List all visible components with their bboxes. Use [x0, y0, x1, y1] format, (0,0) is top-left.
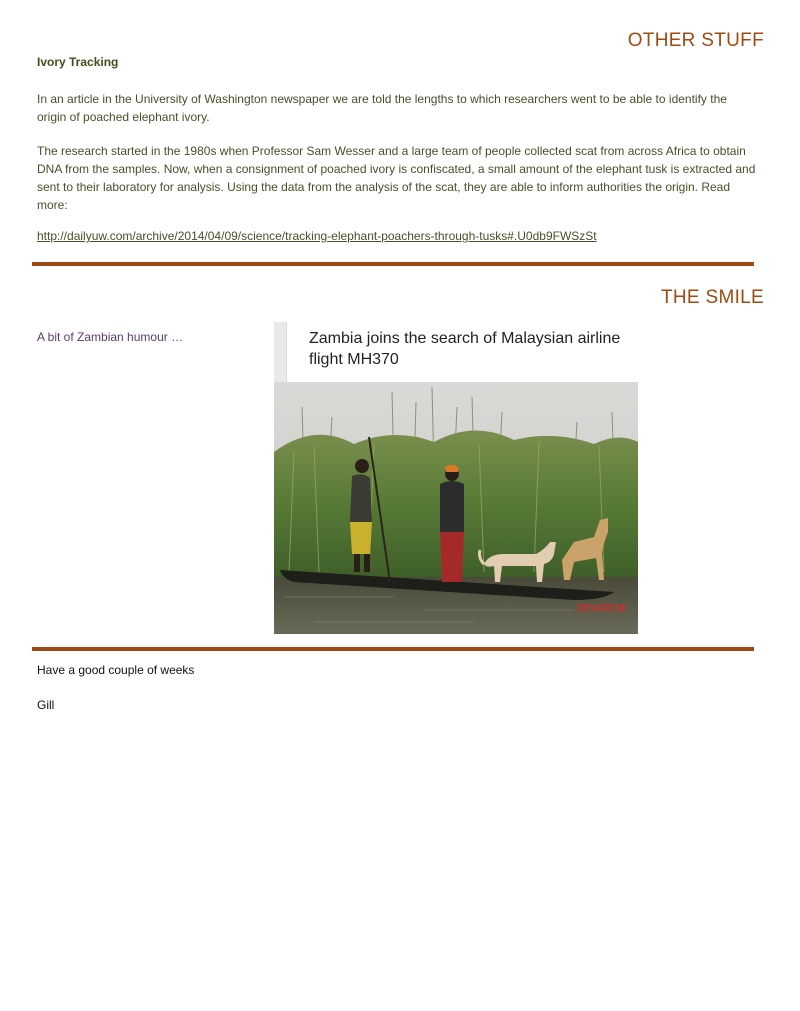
- intro-paragraph: In an article in the University of Washington newspaper we are told the lengths to which researchers went to be able to identify the origin of poached elephant ivory.: [37, 92, 727, 124]
- article-link[interactable]: http://dailyuw.com/archive/2014/04/09/science/tracking-elephant-poachers-through-tusks#.U0db9FWSzSt: [37, 229, 597, 243]
- closing-message: Have a good couple of weeks: [37, 663, 195, 677]
- zambian-humour-caption: A bit of Zambian humour …: [37, 330, 184, 344]
- photo-date-stamp: 2014/2/18: [577, 603, 626, 614]
- section-divider: [32, 262, 754, 266]
- meme-image: [274, 322, 638, 634]
- research-paragraph: The research started in the 1980s when Professor Sam Wesser and a large team of people collected scat from across Africa to obtain DNA from the samples. Now, when a consignment of poached ivory is confiscated, a small amount of the elephant tusk is extracted and sent to their laboratory for analysis. Using the data from the analysis of the scat, they are able to inform authorities the origin. Read more:: [37, 144, 756, 212]
- signature-name: Gill: [37, 698, 55, 712]
- ivory-tracking-heading: Ivory Tracking: [37, 55, 119, 69]
- section-divider: [32, 647, 754, 651]
- meme-photo: [274, 382, 638, 634]
- other-stuff-title: OTHER STUFF: [627, 30, 764, 51]
- meme-text: Zambia joins the search of Malaysian airline flight MH370: [309, 330, 621, 368]
- meme-header: [286, 322, 638, 382]
- the-smile-title: THE SMILE: [661, 287, 764, 308]
